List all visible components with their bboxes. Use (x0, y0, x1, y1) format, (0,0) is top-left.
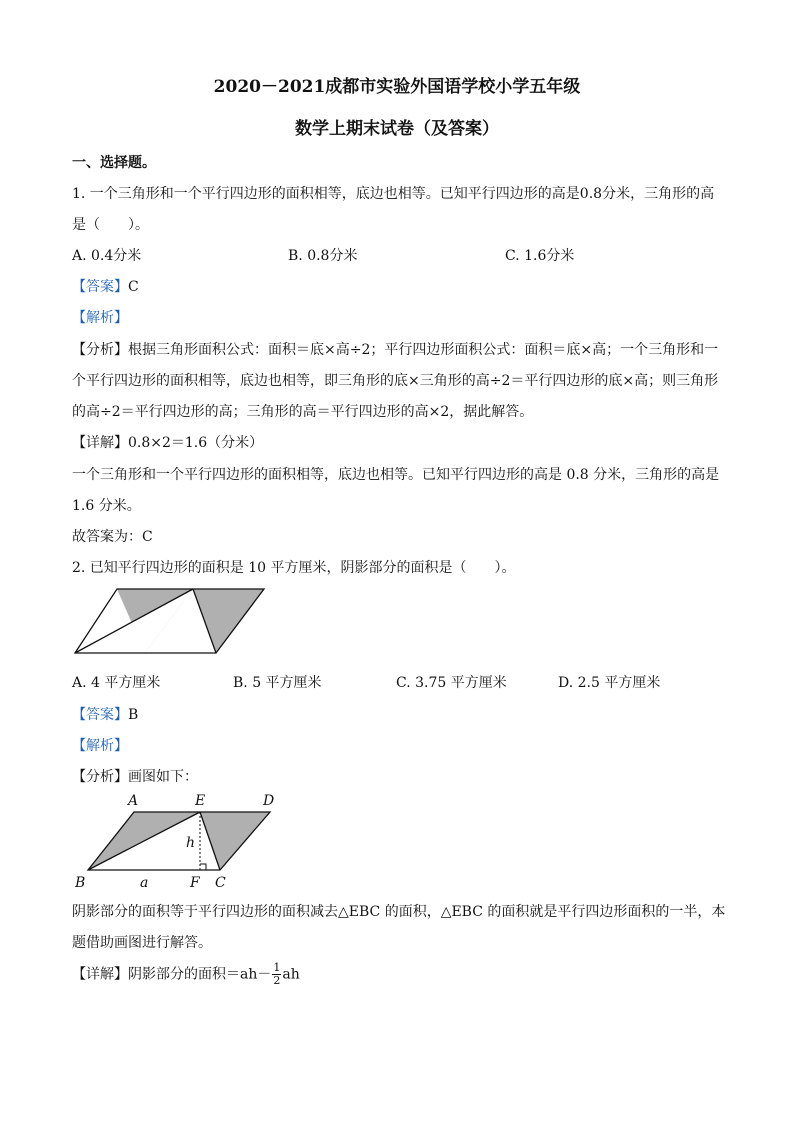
shaded-triangle-right (193, 589, 264, 653)
xiangjie-prefix: 阴影部分的面积＝ah－ (128, 966, 272, 983)
q1-analysis-tag: 【解析】 (72, 310, 128, 326)
label-h: h (186, 835, 196, 851)
fraction-denominator: 2 (273, 974, 281, 987)
xiangjie-tag: 【详解】 (72, 435, 128, 451)
q1-stem-line1: 1. 一个三角形和一个平行四边形的面积相等，底边也相等。已知平行四边形的高是0.8分米，三角形的高 (72, 186, 715, 202)
fenxi-tag: 【分析】 (72, 769, 128, 785)
q2-option-a: A. 4 平方厘米 (72, 675, 161, 691)
answer-tag: 【答案】 (72, 707, 128, 723)
page-title-line1: 2020－2021成都市实验外国语学校小学五年级 (213, 77, 581, 97)
xiangjie-suffix: ah (282, 966, 300, 983)
label-f: F (190, 875, 200, 891)
q1-option-b: B. 0.8分米 (288, 248, 358, 264)
q2-option-d: D. 2.5 平方厘米 (558, 675, 661, 691)
label-e: E (195, 793, 206, 809)
page-title-line2: 数学上期末试卷（及答案） (295, 119, 499, 139)
fraction-numerator: 1 (273, 961, 281, 974)
q1-xiangjie-line1 (72, 432, 263, 452)
xiangjie-tag: 【详解】 (72, 966, 128, 983)
q1-option-c: C. 1.6分米 (505, 248, 575, 264)
q2-analysis-diagram (72, 790, 282, 894)
q2-stem: 2. 已知平行四边形的面积是 10 平方厘米，阴影部分的面积是（ ）。 (72, 560, 516, 576)
q1-fenxi-line3: 的高÷2＝平行四边形的高；三角形的高＝平行四边形的高×2，据此解答。 (72, 404, 534, 420)
q2-explain-line1: 阴影部分的面积等于平行四边形的面积减去△EBC 的面积，△EBC 的面积就是平行四边形面积的一半，本 (72, 904, 726, 920)
q2-option-c: C. 3.75 平方厘米 (396, 675, 507, 691)
label-b: B (75, 875, 86, 891)
q1-xiangjie-line2: 一个三角形和一个平行四边形的面积相等，底边也相等。已知平行四边形的高是 0.8 分米，三角形的高是 (72, 467, 720, 483)
q1-conclusion: 故答案为：C (72, 529, 153, 545)
fenxi-text: 根据三角形面积公式：面积＝底×高÷2；平行四边形面积公式：面积＝底×高；一个三角形和一 (128, 342, 719, 358)
label-d: D (263, 793, 275, 809)
q1-answer (72, 276, 139, 296)
q1-option-a: A. 0.4分米 (72, 248, 142, 264)
answer-value: B (128, 707, 139, 723)
q1-stem-line2: 是（ ）。 (72, 217, 149, 233)
fraction-one-half (272, 962, 281, 987)
q2-figure (70, 586, 270, 658)
q1-fenxi-line2: 个平行四边形的面积相等，底边也相等，即三角形的底×三角形的高÷2＝平行四边形的底×高；则三角形 (72, 373, 719, 389)
fenxi-text: 画图如下： (128, 769, 198, 785)
label-a-base: a (140, 875, 149, 891)
section-heading: 一、选择题。 (72, 155, 156, 171)
answer-value: C (128, 279, 139, 295)
q2-explain-line2: 题借助画图进行解答。 (72, 935, 212, 951)
label-c: C (215, 875, 226, 891)
q2-option-b: B. 5 平方厘米 (233, 675, 322, 691)
fenxi-tag: 【分析】 (72, 342, 128, 358)
q1-xiangjie-line3: 1.6 分米。 (72, 498, 141, 514)
q1-fenxi-line1 (72, 339, 718, 359)
q2-answer (72, 704, 138, 724)
q2-xiangjie (72, 962, 300, 987)
q2-fenxi (72, 766, 198, 786)
q2-analysis-tag: 【解析】 (72, 738, 128, 754)
label-a: A (128, 793, 139, 809)
answer-tag: 【答案】 (72, 279, 128, 295)
xiangjie-text: 0.8×2＝1.6（分米） (128, 435, 264, 451)
